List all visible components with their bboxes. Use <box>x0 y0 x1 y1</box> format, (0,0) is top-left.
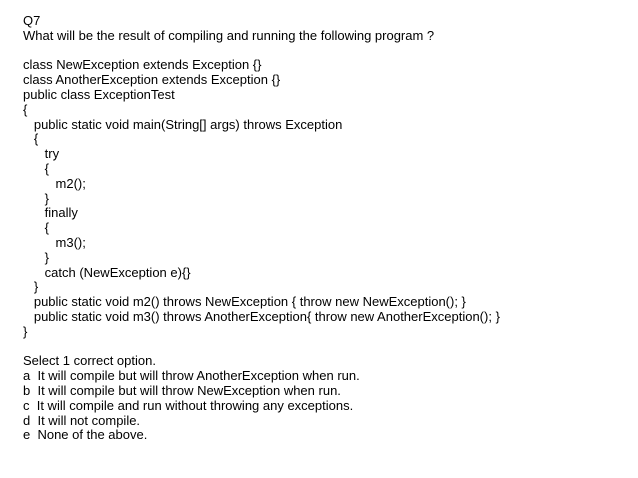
option-e: e None of the above. <box>23 427 148 443</box>
code-line: public static void m2() throws NewException { throw new NewException(); } <box>23 294 466 310</box>
code-line: } <box>23 190 50 206</box>
code-line: { <box>23 160 50 176</box>
option-d: d It will not compile. <box>23 412 141 428</box>
code-line: try <box>23 146 60 162</box>
spacer <box>23 340 623 355</box>
code-line: class NewException extends Exception {} <box>23 57 262 73</box>
code-block <box>23 58 623 339</box>
code-line: { <box>23 220 50 236</box>
code-line: catch (NewException e){} <box>23 264 191 280</box>
code-line: } <box>23 323 28 339</box>
code-line: m3(); <box>23 234 86 250</box>
code-line: m2(); <box>23 175 86 191</box>
code-line: public class ExceptionTest <box>23 86 175 102</box>
code-line: { <box>23 101 28 117</box>
code-line: } <box>23 249 50 265</box>
code-line: finally <box>23 205 78 221</box>
option-b: b It will compile but will throw NewException when run. <box>23 382 341 398</box>
code-line: } <box>23 279 39 295</box>
question-number: Q7 <box>23 13 41 28</box>
answer-options <box>23 369 623 443</box>
code-line: public static void main(String[] args) throws Exception <box>23 116 343 132</box>
answer-instruction: Select 1 correct option. <box>23 353 156 369</box>
question-prompt: What will be the result of compiling and running the following program ? <box>23 27 435 43</box>
code-line: { <box>23 131 39 147</box>
question-content <box>23 14 623 443</box>
code-line: class AnotherException extends Exception {} <box>23 72 281 88</box>
option-c: c It will compile and run without throwing any exceptions. <box>23 397 354 413</box>
spacer <box>23 44 623 59</box>
code-line: public static void m3() throws AnotherException{ throw new AnotherException(); } <box>23 308 500 324</box>
option-a: a It will compile but will throw AnotherException when run. <box>23 368 360 384</box>
